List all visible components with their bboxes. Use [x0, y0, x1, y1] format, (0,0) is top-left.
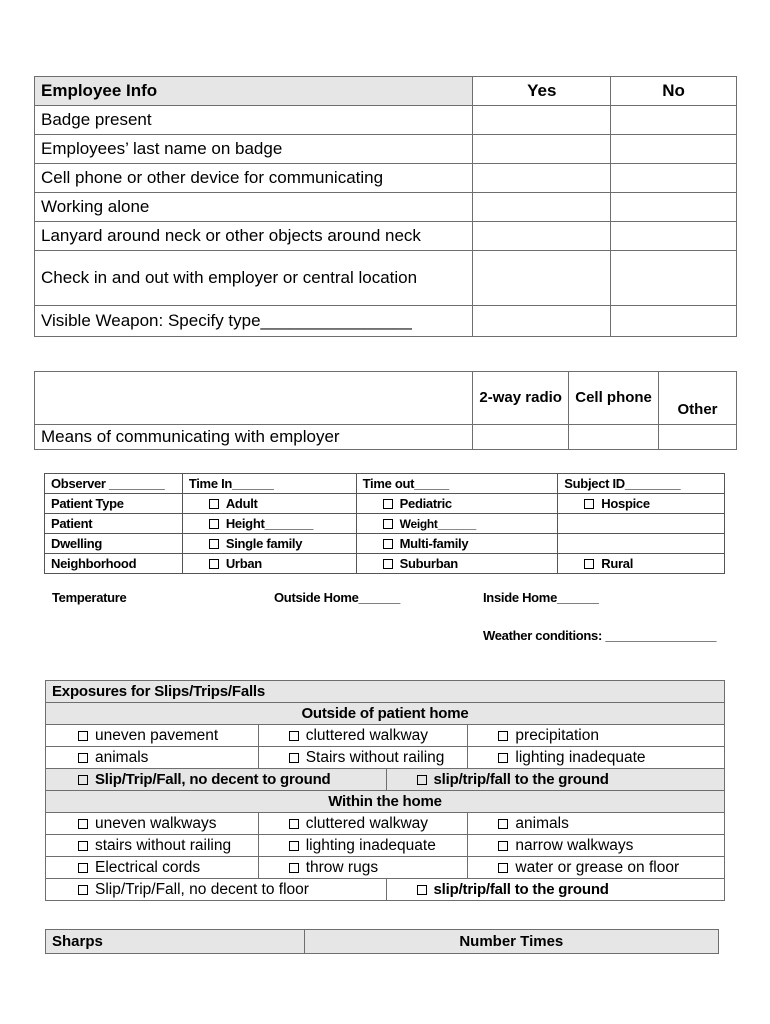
- rural-option[interactable]: Rural: [558, 554, 725, 574]
- yes-cell[interactable]: [473, 251, 611, 306]
- sharps-table: [45, 929, 719, 954]
- no-cell[interactable]: [611, 306, 737, 337]
- slips-trips-falls-table: [45, 680, 725, 901]
- checkbox[interactable]: [78, 819, 88, 829]
- inside-home-field[interactable]: Inside Home______: [483, 590, 599, 605]
- subject-id-field[interactable]: Subject ID________: [558, 474, 725, 494]
- multi-family-option[interactable]: Multi-family: [356, 534, 558, 554]
- outside-home-field[interactable]: Outside Home______: [274, 590, 401, 605]
- checkbox[interactable]: [209, 499, 219, 509]
- no-cell[interactable]: [611, 106, 737, 135]
- row-label: Working alone: [35, 193, 473, 222]
- communication-table: [34, 371, 737, 450]
- checkbox[interactable]: [584, 499, 594, 509]
- stairs-without-railing-option[interactable]: stairs without railing: [46, 835, 259, 857]
- yes-cell[interactable]: [473, 135, 611, 164]
- adult-option[interactable]: Adult: [182, 494, 356, 514]
- employee-info-header: Employee Info: [35, 77, 473, 106]
- narrow-walkways-option[interactable]: narrow walkways: [468, 835, 725, 857]
- checkbox[interactable]: [78, 731, 88, 741]
- observer-table: [44, 473, 725, 574]
- weather-conditions-field[interactable]: Weather conditions: ________________: [483, 628, 717, 643]
- checkbox[interactable]: [78, 885, 88, 895]
- cell-phone-header: Cell phone: [569, 372, 659, 425]
- row-label: Cell phone or other device for communicating: [35, 164, 473, 193]
- lighting-inadequate-option[interactable]: lighting inadequate: [468, 747, 725, 769]
- stairs-without-railing-option[interactable]: Stairs without railing: [258, 747, 468, 769]
- checkbox[interactable]: [498, 819, 508, 829]
- yes-header: Yes: [473, 77, 611, 106]
- no-header: No: [611, 77, 737, 106]
- animals-option[interactable]: animals: [468, 813, 725, 835]
- checkbox[interactable]: [498, 863, 508, 873]
- row-label: Check in and out with employer or central location: [35, 251, 473, 306]
- checkbox[interactable]: [209, 539, 219, 549]
- row-label: Visible Weapon: Specify type________________: [35, 306, 473, 337]
- checkbox[interactable]: [383, 539, 393, 549]
- time-out-field[interactable]: Time out_____: [356, 474, 558, 494]
- empty-cell: [558, 534, 725, 554]
- uneven-walkways-option[interactable]: uneven walkways: [46, 813, 259, 835]
- precipitation-option[interactable]: precipitation: [468, 725, 725, 747]
- fall-to-ground-option[interactable]: slip/trip/fall to the ground: [386, 879, 724, 901]
- observer-field[interactable]: Observer ________: [45, 474, 183, 494]
- water-grease-floor-option[interactable]: water or grease on floor: [468, 857, 725, 879]
- yes-cell[interactable]: [473, 193, 611, 222]
- yes-cell[interactable]: [473, 106, 611, 135]
- yes-cell[interactable]: [473, 306, 611, 337]
- uneven-pavement-option[interactable]: uneven pavement: [46, 725, 259, 747]
- suburban-option[interactable]: Suburban: [356, 554, 558, 574]
- single-family-option[interactable]: Single family: [182, 534, 356, 554]
- patient-type-label: Patient Type: [45, 494, 183, 514]
- height-field[interactable]: Height_______: [182, 514, 356, 534]
- checkbox[interactable]: [498, 731, 508, 741]
- checkbox[interactable]: [417, 885, 427, 895]
- means-of-communicating-label: Means of communicating with employer: [35, 425, 473, 450]
- animals-option[interactable]: animals: [46, 747, 259, 769]
- two-way-radio-header: 2-way radio: [473, 372, 569, 425]
- outside-home-header: Outside of patient home: [46, 703, 725, 725]
- checkbox[interactable]: [78, 863, 88, 873]
- checkbox[interactable]: [78, 753, 88, 763]
- number-times-label: Number Times: [304, 930, 718, 954]
- checkbox[interactable]: [289, 731, 299, 741]
- no-cell[interactable]: [611, 193, 737, 222]
- urban-option[interactable]: Urban: [182, 554, 356, 574]
- checkbox[interactable]: [78, 775, 88, 785]
- other-cell[interactable]: [659, 425, 737, 450]
- checkbox[interactable]: [498, 753, 508, 763]
- no-cell[interactable]: [611, 135, 737, 164]
- pediatric-option[interactable]: Pediatric: [356, 494, 558, 514]
- checkbox[interactable]: [289, 819, 299, 829]
- row-label: Lanyard around neck or other objects around neck: [35, 222, 473, 251]
- checkbox[interactable]: [383, 499, 393, 509]
- checkbox[interactable]: [209, 559, 219, 569]
- radio-cell[interactable]: [473, 425, 569, 450]
- no-cell[interactable]: [611, 164, 737, 193]
- checkbox[interactable]: [289, 753, 299, 763]
- checkbox[interactable]: [584, 559, 594, 569]
- time-in-field[interactable]: Time In______: [182, 474, 356, 494]
- yes-cell[interactable]: [473, 222, 611, 251]
- row-label: Badge present: [35, 106, 473, 135]
- within-home-header: Within the home: [46, 791, 725, 813]
- checkbox[interactable]: [498, 841, 508, 851]
- employee-info-table: [34, 76, 737, 337]
- empty-cell: [558, 514, 725, 534]
- checkbox[interactable]: [78, 841, 88, 851]
- checkbox[interactable]: [383, 559, 393, 569]
- no-cell[interactable]: [611, 222, 737, 251]
- electrical-cords-option[interactable]: Electrical cords: [46, 857, 259, 879]
- hospice-option[interactable]: Hospice: [558, 494, 725, 514]
- fall-no-decent-floor-option[interactable]: Slip/Trip/Fall, no decent to floor: [46, 879, 387, 901]
- no-cell[interactable]: [611, 251, 737, 306]
- cluttered-walkway-option[interactable]: cluttered walkway: [258, 813, 468, 835]
- slips-section-title: Exposures for Slips/Trips/Falls: [46, 681, 725, 703]
- checkbox[interactable]: [289, 841, 299, 851]
- lighting-inadequate-option[interactable]: lighting inadequate: [258, 835, 468, 857]
- checkbox[interactable]: [209, 519, 219, 529]
- other-header: Other: [659, 372, 737, 425]
- fall-to-ground-option[interactable]: slip/trip/fall to the ground: [386, 769, 724, 791]
- yes-cell[interactable]: [473, 164, 611, 193]
- checkbox[interactable]: [289, 863, 299, 873]
- row-label: Employees’ last name on badge: [35, 135, 473, 164]
- checkbox[interactable]: [417, 775, 427, 785]
- neighborhood-label: Neighborhood: [45, 554, 183, 574]
- sharps-label: Sharps: [46, 930, 305, 954]
- dwelling-label: Dwelling: [45, 534, 183, 554]
- patient-label: Patient: [45, 514, 183, 534]
- temperature-label: Temperature: [52, 590, 127, 605]
- checkbox[interactable]: [383, 519, 393, 529]
- cluttered-walkway-option[interactable]: cluttered walkway: [258, 725, 468, 747]
- cell-phone-cell[interactable]: [569, 425, 659, 450]
- fall-no-decent-ground-option[interactable]: Slip/Trip/Fall, no decent to ground: [46, 769, 387, 791]
- empty-header: [35, 372, 473, 425]
- weight-field[interactable]: Weight______: [356, 514, 558, 534]
- throw-rugs-option[interactable]: throw rugs: [258, 857, 468, 879]
